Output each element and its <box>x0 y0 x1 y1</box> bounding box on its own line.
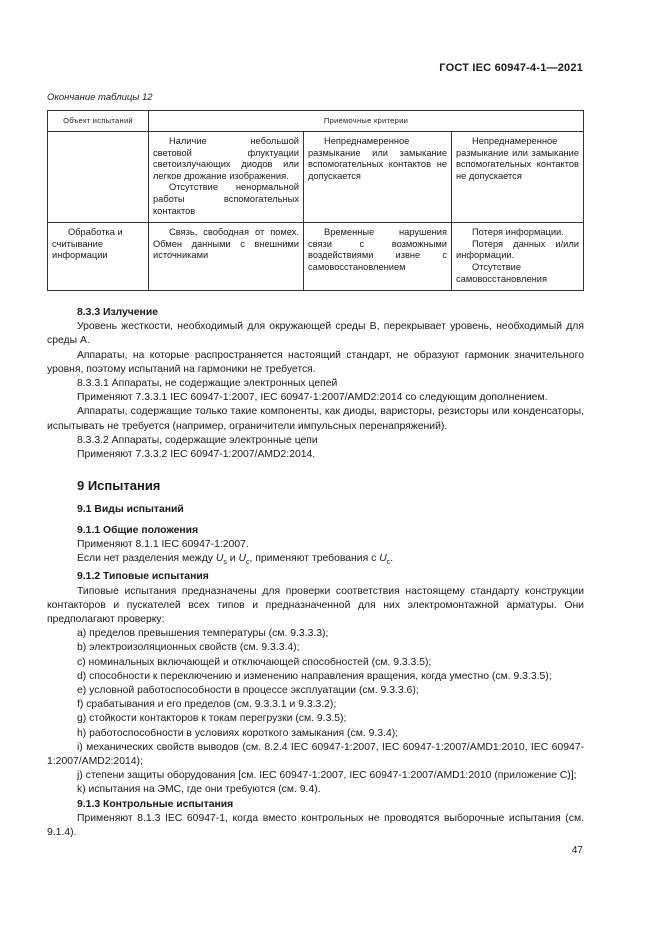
paragraph <box>47 552 584 570</box>
page-number: 47 <box>571 845 583 856</box>
table-cell <box>48 223 149 291</box>
symbol-u: U <box>215 553 224 565</box>
list-item: c) номинальных включающей и отключающей способностей (см. 9.3.3.5); <box>77 656 432 668</box>
table-cell <box>48 132 149 223</box>
cell-text: Связь, свободная от помех. Обмен данными с внешними источниками <box>153 227 299 261</box>
subscript: s <box>223 559 227 567</box>
table-cell <box>452 132 584 223</box>
subscript: c <box>386 559 391 567</box>
section-heading: 9.1.2 Типовые испытания <box>77 571 209 583</box>
section-heading: 8.3.3 Излучение <box>77 307 158 318</box>
body-text <box>47 306 584 840</box>
list-item: i) механических свойств выводов (см. 8.2.4 IEC 60947-1:2007, IEC 60947-1:2007/AMD1:2010, IEC 60947-1:2007/AMD2:2014); <box>47 741 584 767</box>
paragraph: Аппараты, содержащие только такие компоненты, как диоды, варисторы, резисторы или конденсаторы, испытывать не требуется (например, ограничители импульсных перенапряжений). <box>47 406 584 432</box>
cell-text: Потеря данных и/или информации. <box>456 238 579 261</box>
criteria-table <box>47 110 584 291</box>
table-cell <box>452 223 584 291</box>
table-cell <box>304 132 452 223</box>
cell-text: Обработка и считывание информации <box>52 227 123 261</box>
table-row <box>48 223 584 291</box>
cell-text: Отсутствие ненормальной работы вспомогательных контактов <box>153 182 299 216</box>
paragraph: Применяют 7.3.3.1 IEC 60947-1:2007, IEC 60947-1:2007/AMD2:2014 со следующим дополнением. <box>77 392 548 404</box>
paragraph: 8.3.3.1 Аппараты, не содержащие электронных цепей <box>77 378 338 390</box>
header-criteria: Приемочные критерии <box>149 111 584 132</box>
symbol-u: U <box>379 553 387 565</box>
list-item: g) стойкости контакторов к токам перегрузки (см. 9.3.5); <box>77 713 347 725</box>
cell-text: Потеря информации. <box>472 227 564 238</box>
subscript: c <box>245 559 250 567</box>
table-header-row <box>48 111 584 132</box>
section-heading: 9.1.1 Общие положения <box>77 524 199 536</box>
list-item: b) электроизоляционных свойств (см. 9.3.3.4); <box>77 642 300 654</box>
cell-text: Наличие небольшой световой флуктуации светоизлучающих диодов или легкое дрожание изображения. <box>153 136 299 181</box>
symbol-u: U <box>238 553 246 565</box>
list-item: e) условной работоспособности в процессе эксплуатации (см. 9.3.3.6); <box>77 684 419 696</box>
text-span: Если нет разделения между <box>77 553 216 565</box>
text-span: и <box>226 553 239 565</box>
paragraph: Применяют 8.1.3 IEC 60947-1, когда вместо контрольных не проводятся выборочные испытания (см. 9.1.4). <box>47 812 584 838</box>
cell-text: Непреднамеренное размыкание или замыкание вспомогательных контактов не допускается <box>456 136 579 181</box>
cell-text: Отсутствие самовосстановления <box>456 261 547 284</box>
paragraph: Аппараты, на которые распространяется настоящий стандарт, не образуют гармоник значительного уровня, поэтому испытаний на гармоники не требуется. <box>47 349 584 375</box>
list-item: h) работоспособности в условиях короткого замыкания (см. 9.3.4); <box>77 727 399 739</box>
text-span: , применяют требования с <box>249 553 380 565</box>
list-item: d) способности к переключению и изменению направления вращения, когда уместно (см. 9.3.3.5); <box>77 670 552 682</box>
paragraph: Уровень жесткости, необходимый для окружающей среды B, перекрывает уровень, необходимый для среды A. <box>47 321 584 347</box>
section-heading: 9.1 Виды испытаний <box>77 504 184 516</box>
paragraph: Применяют 7.3.3.2 IEC 60947-1:2007/AMD2:2014. <box>77 449 316 461</box>
paragraph: Применяют 8.1.1 IEC 60947-1:2007. <box>77 538 249 550</box>
table-cell <box>149 223 304 291</box>
table-cell <box>304 223 452 291</box>
list-item: j) степени защиты оборудования [см. IEC 60947-1:2007, IEC 60947-1:2007/AMD1:2010 (приложение C)]; <box>77 770 577 782</box>
standard-header: ГОСТ IEC 60947-4-1—2021 <box>439 62 583 74</box>
paragraph: Типовые испытания предназначены для проверки соответствия настоящему стандарту конструкции контакторов и пускателей всех типов и предназначенной для них электромонтажной арматуры. Они предполагают проверку: <box>47 585 584 625</box>
list-item: a) пределов превышения температуры (см. 9.3.3.3); <box>77 628 329 640</box>
list-item: f) срабатывания и его пределов (см. 9.3.3.1 и 9.3.3.2); <box>77 699 337 711</box>
table-row <box>48 132 584 223</box>
cell-text: Непреднамеренное размыкание или замыкание вспомогательных контактов не допускается <box>308 136 447 181</box>
header-object: Объект испытаний <box>48 111 149 132</box>
section-heading: 9.1.3 Контрольные испытания <box>77 798 234 810</box>
cell-text: Временные нарушения связи с возможными воздействиями извне с самовосстановлением <box>308 227 447 272</box>
paragraph: 8.3.3.2 Аппараты, содержащие электронные цепи <box>77 434 318 446</box>
table-caption: Окончание таблицы 12 <box>47 92 153 103</box>
table-cell <box>149 132 304 223</box>
list-item: k) испытания на ЭМС, где они требуются (см. 9.4). <box>77 784 321 796</box>
chapter-heading: 9 Испытания <box>77 478 161 494</box>
text-span: . <box>390 553 394 565</box>
